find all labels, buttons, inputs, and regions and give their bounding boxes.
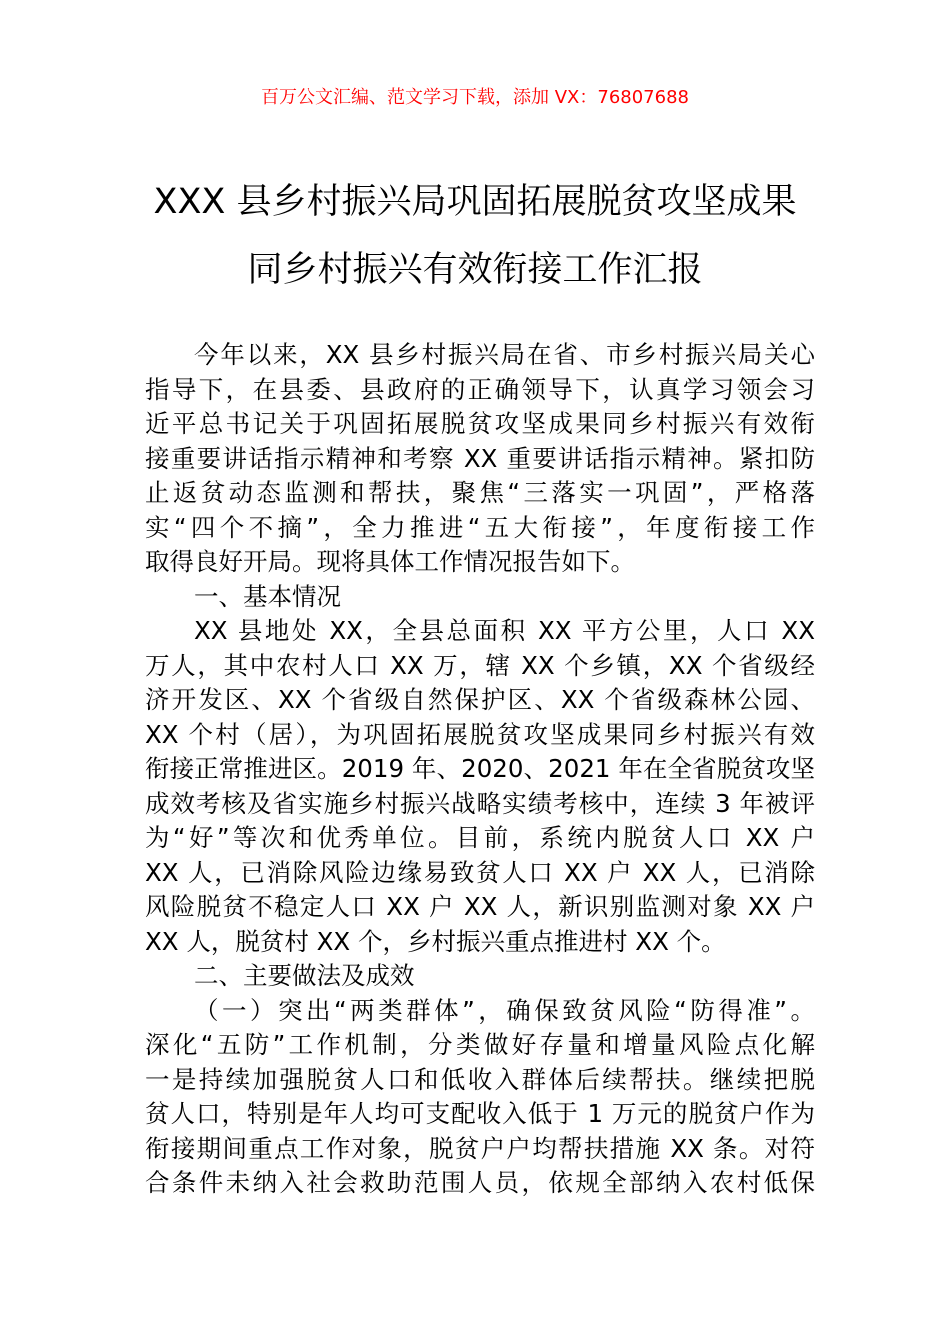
document-title-line-2: 同乡村振兴有效衔接工作汇报 <box>247 250 703 290</box>
header-banner: 百万公文汇编、范文学习下载，添加 VX：76807688 <box>261 87 689 108</box>
paragraph-line: 今年以来，XX 县乡村振兴局在省、市乡村振兴局关心 <box>194 340 815 369</box>
paragraph-line: 近平总书记关于巩固拓展脱贫攻坚成果同乡村振兴有效衔 <box>145 409 815 438</box>
paragraph-line: 为“好”等次和优秀单位。目前，系统内脱贫人口 XX 户 <box>145 823 815 852</box>
paragraph-line: 万人，其中农村人口 XX 万，辖 XX 个乡镇，XX 个省级经 <box>145 650 815 680</box>
section-heading: 二、主要做法及成效 <box>194 961 415 990</box>
paragraph-line: XX 县地处 XX，全县总面积 XX 平方公里，人口 XX <box>194 616 815 645</box>
paragraph-line: 取得良好开局。现将具体工作情况报告如下。 <box>145 547 635 576</box>
paragraph-line: 风险脱贫不稳定人口 XX 户 XX 人，新识别监测对象 XX 户 <box>145 892 815 921</box>
paragraph-line: 成效考核及省实施乡村振兴战略实绩考核中，连续 3 年被评 <box>145 788 815 818</box>
section-heading: 一、基本情况 <box>194 581 341 611</box>
paragraph-line: XX 个村（居），为巩固拓展脱贫攻坚成果同乡村振兴有效 <box>145 719 815 749</box>
document-title-line-1: XXX 县乡村振兴局巩固拓展脱贫攻坚成果 <box>153 182 797 222</box>
paragraph-line: XX 人，脱贫村 XX 个，乡村振兴重点推进村 XX 个。 <box>145 926 726 956</box>
paragraph-line: 合条件未纳入社会救助范围人员，依规全部纳入农村低保 <box>145 1168 815 1197</box>
paragraph-line: 衔接期间重点工作对象，脱贫户户均帮扶措施 XX 条。对符 <box>145 1133 815 1163</box>
paragraph-line: 衔接正常推进区。2019 年、2020、2021 年在全省脱贫攻坚 <box>145 754 815 783</box>
paragraph-line: XX 人，已消除风险边缘易致贫人口 XX 户 XX 人，已消除 <box>145 857 815 887</box>
paragraph-line: 指导下，在县委、县政府的正确领导下，认真学习领会习 <box>145 374 815 404</box>
paragraph-line: 贫人口，特别是年人均可支配收入低于 1 万元的脱贫户作为 <box>145 1099 815 1128</box>
paragraph-line: 止返贫动态监测和帮扶，聚焦“三落实一巩固”，严格落 <box>145 478 815 507</box>
paragraph-line: 实“四个不摘”，全力推进“五大衔接”，年度衔接工作 <box>145 512 815 542</box>
subsection-heading: （一）突出“两类群体”，确保致贫风险“防得准”。 <box>194 995 815 1025</box>
paragraph-line: 深化“五防”工作机制，分类做好存量和增量风险点化解 <box>145 1030 815 1059</box>
paragraph-line: 接重要讲话指示精神和考察 XX 重要讲话指示精神。紧扣防 <box>145 443 815 473</box>
document-body <box>145 338 815 1201</box>
paragraph-line: 一是持续加强脱贫人口和低收入群体后续帮扶。继续把脱 <box>145 1064 815 1094</box>
paragraph-line: 济开发区、XX 个省级自然保护区、XX 个省级森林公园、 <box>145 685 815 714</box>
